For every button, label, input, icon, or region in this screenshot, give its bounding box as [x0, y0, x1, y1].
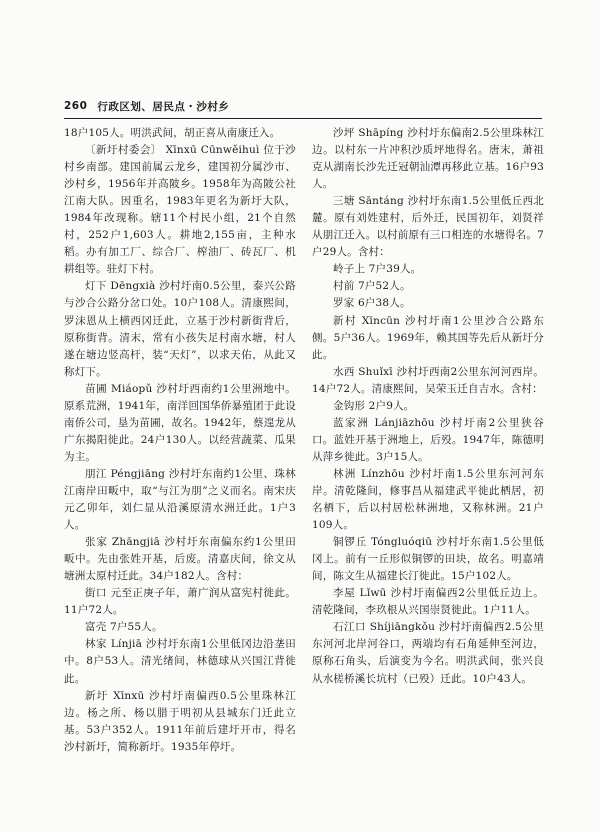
entry-continuation: 18户105人。明洪武间，胡正喜从南康迁入。 [64, 127, 281, 139]
running-header [64, 98, 229, 114]
entry-shijiangkou: 石江口 Shíjiāngkǒu 沙村圩南偏西2.5公里东河河北岸河谷口，两端均有石角延伸至河边，原称石角头，后演变为今名。明洪武间，张兴良从水槎桥溪长坑村（已殁）迁此。10户43人。 [312, 621, 544, 685]
entry-pengjiang: 朋江 Péngjiāng 沙村圩东南约1公里、珠林江南岸田畈中，取“与江为朋”之义而名。南宋庆元乙卯年，刘仁显从沿溪原清水洲迁此。1户3人。 [64, 467, 296, 532]
entry-lingzishang: 岭子上 7户39人。 [333, 263, 422, 276]
entry-miaopu: 苗圃 Miáopǔ 沙村圩西南约1公里洲地中。原系荒洲，1941年，南洋回国华侨暴殖团于此设南侨公司，垦为苗圃，故名。1942年，蔡遑龙从广东揭阳徙此。24户130人。以经营蔬菜、瓜果为主。 [64, 382, 296, 463]
entry-dengxia: 灯下 Dēngxià 沙村圩南0.5公里，泰兴公路与沙合公路分岔口处。10户108人。清康熙间，罗沫恩从上横西冈迁此，立基于沙村新街背后，原称街背。清末，常有小孩失足村南水塘，村人遂在塘边竖高杆，装“天灯”，以求天佑，从此又称灯下。 [64, 280, 296, 378]
entry-liwu: 李屋 Lǐwū 沙村圩南偏西2公里低丘边上。清乾隆间，李玖根从兴国崇贤徙此。1户11人。 [312, 587, 544, 617]
entry-jingouxing: 金钩形 2户9人。 [333, 399, 415, 412]
entry-xinxu-committee: 〔新圩村委会〕 Xīnxū Cūnwěihuì 位于沙村乡南部。建国前属云龙乡，建国初分属沙市、沙村乡，1956年并高陂乡。1958年为高陂公社江南大队。因重名，1983年更名为新圩大队，1984年改现称。辖11个村民小组，21个自然村，252户1,603人。耕地2,155亩，主种水稻。办有加工厂、综合厂、榨油厂、砖瓦厂、机耕组等。驻灯下村。 [64, 144, 296, 276]
entry-shaping: 沙坪 Shāpíng 沙村圩东偏南2.5公里珠林江边。以村东一片冲积沙质坪地得名。唐末，萧祖克从湖南长沙先迁冠朝汕潭再移此立基。16户93人。 [312, 127, 544, 191]
section-title: 行政区划、居民点・沙村乡 [97, 100, 230, 113]
entry-linjia: 林家 Línjiā 沙村圩东南1公里低冈边沿垄田中。8户53人。清光绪间，林德球从兴国江背徙此。 [64, 638, 296, 685]
entry-linzhou: 林洲 Línzhōu 沙村圩南1.5公里东河河东岸。清乾隆间，修事昌从福建武平徙此栖居，初名栖下，后以村居松林洲地，又称林洲。21户109人。 [312, 467, 544, 532]
entry-xincun: 新村 Xīncūn 沙村圩南1公里沙合公路东侧。5户36人。1969年，赖其国等先后从新圩分此。 [312, 314, 544, 361]
entry-zhangjia: 张家 Zhāngjiā 沙村圩东南偏东约1公里田畈中。先由张姓开基，后废。清嘉庆间，徐文从塘洲太原村迁此。34户182人。含村： [64, 536, 296, 583]
entry-shuixi: 水西 Shuǐxī 沙村圩西南2公里东河河西岸。14户72人。清康熙间，吴荣玉迁自吉水。含村： [312, 365, 544, 395]
entry-jiekou: 街口 元至正庚子年，萧广润从富宪村徙此。11户72人。 [64, 587, 296, 617]
entry-fuke: 富壳 7户55人。 [85, 621, 163, 634]
entry-xinxu: 新圩 Xīnxū 沙村圩南偏西0.5公里珠林江边。杨之所、杨以腊于明初从县城东门迁此立基。53户352人。1911年前后建圩开市，得名沙村新圩，简称新圩。1935年停圩。 [64, 689, 296, 753]
entry-cunqian: 村前 7户52人。 [333, 280, 411, 293]
left-column [64, 125, 296, 756]
header-rule [64, 118, 542, 119]
right-column [312, 125, 544, 688]
entry-tongluoqiu: 铜锣丘 Tóngluóqiū 沙村圩东南1.5公里低冈上。前有一丘形似铜锣的田块，故名。明嘉靖间，陈文生从福建长汀徙此。15户102人。 [312, 536, 544, 583]
entry-lanjiazhou: 蓝家洲 Lánjiāzhōu 沙村圩南2公里狭谷口。蓝姓开基于洲地上，后殁。1947年，陈德明从萍乡徙此。3户15人。 [312, 416, 544, 463]
entry-santang: 三塘 Sāntáng 沙村圩东南1.5公里低丘西北麓。原有刘姓建村，后外迁，民国初年，刘贤祥从朋江迁入。以村前原有三口相连的水塘得名。7户29人。含村： [312, 195, 544, 259]
page-number: 260 [64, 100, 88, 112]
entry-luojia: 罗家 6户38人。 [333, 297, 411, 310]
